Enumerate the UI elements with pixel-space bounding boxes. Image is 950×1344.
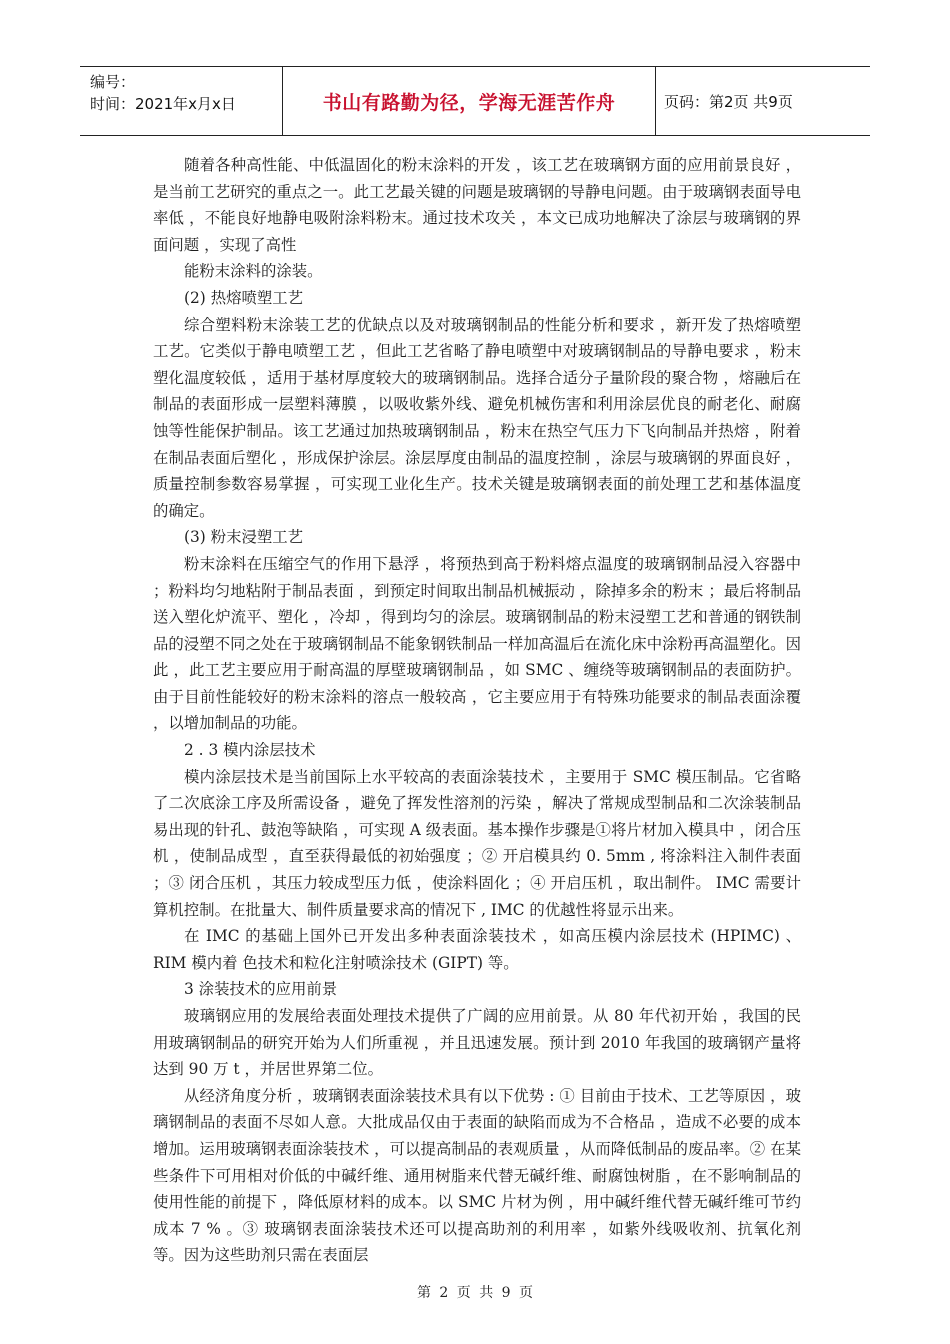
header-page-number: 页码：第2页 共9页 bbox=[664, 92, 793, 111]
heading-powder-dip: (3) 粉末浸塑工艺 bbox=[184, 528, 304, 547]
page-footer: 第 2 页 共 9 页 bbox=[416, 1285, 534, 1301]
date-label: 时间：2021年x月x日 bbox=[90, 95, 236, 113]
paragraph-hot-melt-spray: 综合塑料粉末涂装工艺的优缺点以及对玻璃钢制品的性能分析和要求 ，新开发了热熔喷塑工艺。它类似于静电喷塑工艺 ，但此工艺省略了静电喷塑中对玻璃钢制品的导静电要求 ，粉末塑化温度较低 ，适用于基材厚度较大的玻璃钢制品。选择合适分子量阶段的聚合物 ，熔融后在制品的表面形成一层塑料薄膜 ，以吸收紫外线、避免机械伤害和利用涂层优良的耐老化、耐腐蚀等性能保护制品。该工艺通过加热玻璃钢制品 ，粉末在热空气压力下飞向制品并热熔 ，附着在制品表面后塑化 ，形成保护涂层。涂层厚度由制品的温度控制 ，涂层与玻璃钢的界面良好 ，质量控制参数容易掌握 ，可实现工业化生产。技术关键是玻璃钢表面的前处理工艺和基体温度的确定。 bbox=[153, 315, 801, 520]
body-text bbox=[153, 152, 801, 1269]
paragraph-powder-dip: 粉末涂料在压缩空气的作用下悬浮 ，将预热到高于粉料熔点温度的玻璃钢制品浸入容器中 ；粉料均匀地粘附于制品表面 ，到预定时间取出制品机械振动 ，除掉多余的粉末 ；最后将制品送入塑化炉流平、塑化 ，冷却 ，得到均匀的涂层。玻璃钢制品的粉末浸塑工艺和普通的钢铁制品的浸塑不同之处在于玻璃钢制品不能象钢铁制品一样加高温后在流化床中涂粉再高温塑化。因此 ，此工艺主要应用于耐高温的厚壁玻璃钢制品 ，如 SMC 、缠绕等玻璃钢制品的表面防护。由于目前性能较好的粉末涂料的溶点一般较高 ，它主要应用于有特殊功能要求的制品表面涂覆 ，以增加制品的功能。 bbox=[153, 554, 801, 733]
heading-in-mold-coating: 2 . 3 模内涂层技术 bbox=[184, 741, 316, 760]
heading-application-prospects: 3 涂装技术的应用前景 bbox=[184, 980, 338, 999]
paragraph-application-prospects: 玻璃钢应用的发展给表面处理技术提供了广阔的应用前景。从 80 年代初开始 ，我国的民用玻璃钢制品的研究开始为人们所重视 ，并且迅速发展。预计到 2010 年我国的玻璃钢产量将达到 90 万 t ，并居世界第二位。 bbox=[153, 1007, 801, 1079]
paragraph-in-mold-coating: 模内涂层技术是当前国际上水平较高的表面涂装技术 ，主要用于 SMC 模压制品。它省略了二次底涂工序及所需设备 ，避免了挥发性溶剂的污染 ，解决了常规成型制品和二次涂装制品易出现的针孔、鼓泡等缺陷 ，可实现 A 级表面。基本操作步骤是①将片材加入模具中 ，闭合压机 ，使制品成型 ，直至获得最低的初始强度 ；② 开启模具约 0. 5mm , 将涂料注入制件表面 ；③ 闭合压机 ，其压力较成型压力低 ，使涂料固化 ；④ 开启压机 ，取出制件。 IMC 需要计算机控制。在批量大、制件质量要求高的情况下 , IMC 的优越性将显示出来。 bbox=[153, 767, 801, 919]
heading-hot-melt-spray: (2) 热熔喷塑工艺 bbox=[184, 288, 304, 307]
header-motto: 书山有路勤为径，学海无涯苦作舟 bbox=[283, 67, 656, 135]
paragraph-electrostatic-end: 能粉末涂料的涂装。 bbox=[184, 262, 323, 281]
paragraph-imc-variants: 在 IMC 的基础上国外已开发出多种表面涂装技术 ，如高压模内涂层技术 (HPIMC) 、 RIM 模内着 色技术和粒化注射喷涂技术 (GIPT) 等。 bbox=[153, 927, 801, 972]
header-meta bbox=[80, 67, 283, 135]
paragraph-economic-analysis: 从经济角度分析 ，玻璃钢表面涂装技术具有以下优势 : ① 目前由于技术、工艺等原因 ，玻璃钢制品的表面不尽如人意。大批成品仅由于表面的缺陷而成为不合格品 ，造成不必要的成本增加。运用玻璃钢表面涂装技术 ，可以提高制品的表观质量 ，从而降低制品的废品率。② 在某些条件下可用相对价低的中碱纤维、通用树脂来代替无碱纤维、耐腐蚀树脂 ，在不影响制品的使用性能的前提下 ，降低原材料的成本。以 SMC 片材为例 ，用中碱纤维代替无碱纤维可节约成本 7 % 。③ 玻璃钢表面涂装技术还可以提高助剂的利用率 ，如紫外线吸收剂、抗氧化剂等。因为这些助剂只需在表面层 bbox=[153, 1086, 801, 1265]
serial-number-label: 编号： bbox=[90, 73, 136, 91]
page-header bbox=[80, 66, 870, 136]
paragraph-electrostatic-cont: 随着各种高性能、中低温固化的粉末涂料的开发 ，该工艺在玻璃钢方面的应用前景良好 ，是当前工艺研究的重点之一。此工艺最关键的问题是玻璃钢的导静电问题。由于玻璃钢表面导电率低 ，不能良好地静电吸附涂料粉末。通过技术攻关 ，本文已成功地解决了涂层与玻璃钢的界面问题 ，实现了高性 bbox=[153, 156, 801, 254]
